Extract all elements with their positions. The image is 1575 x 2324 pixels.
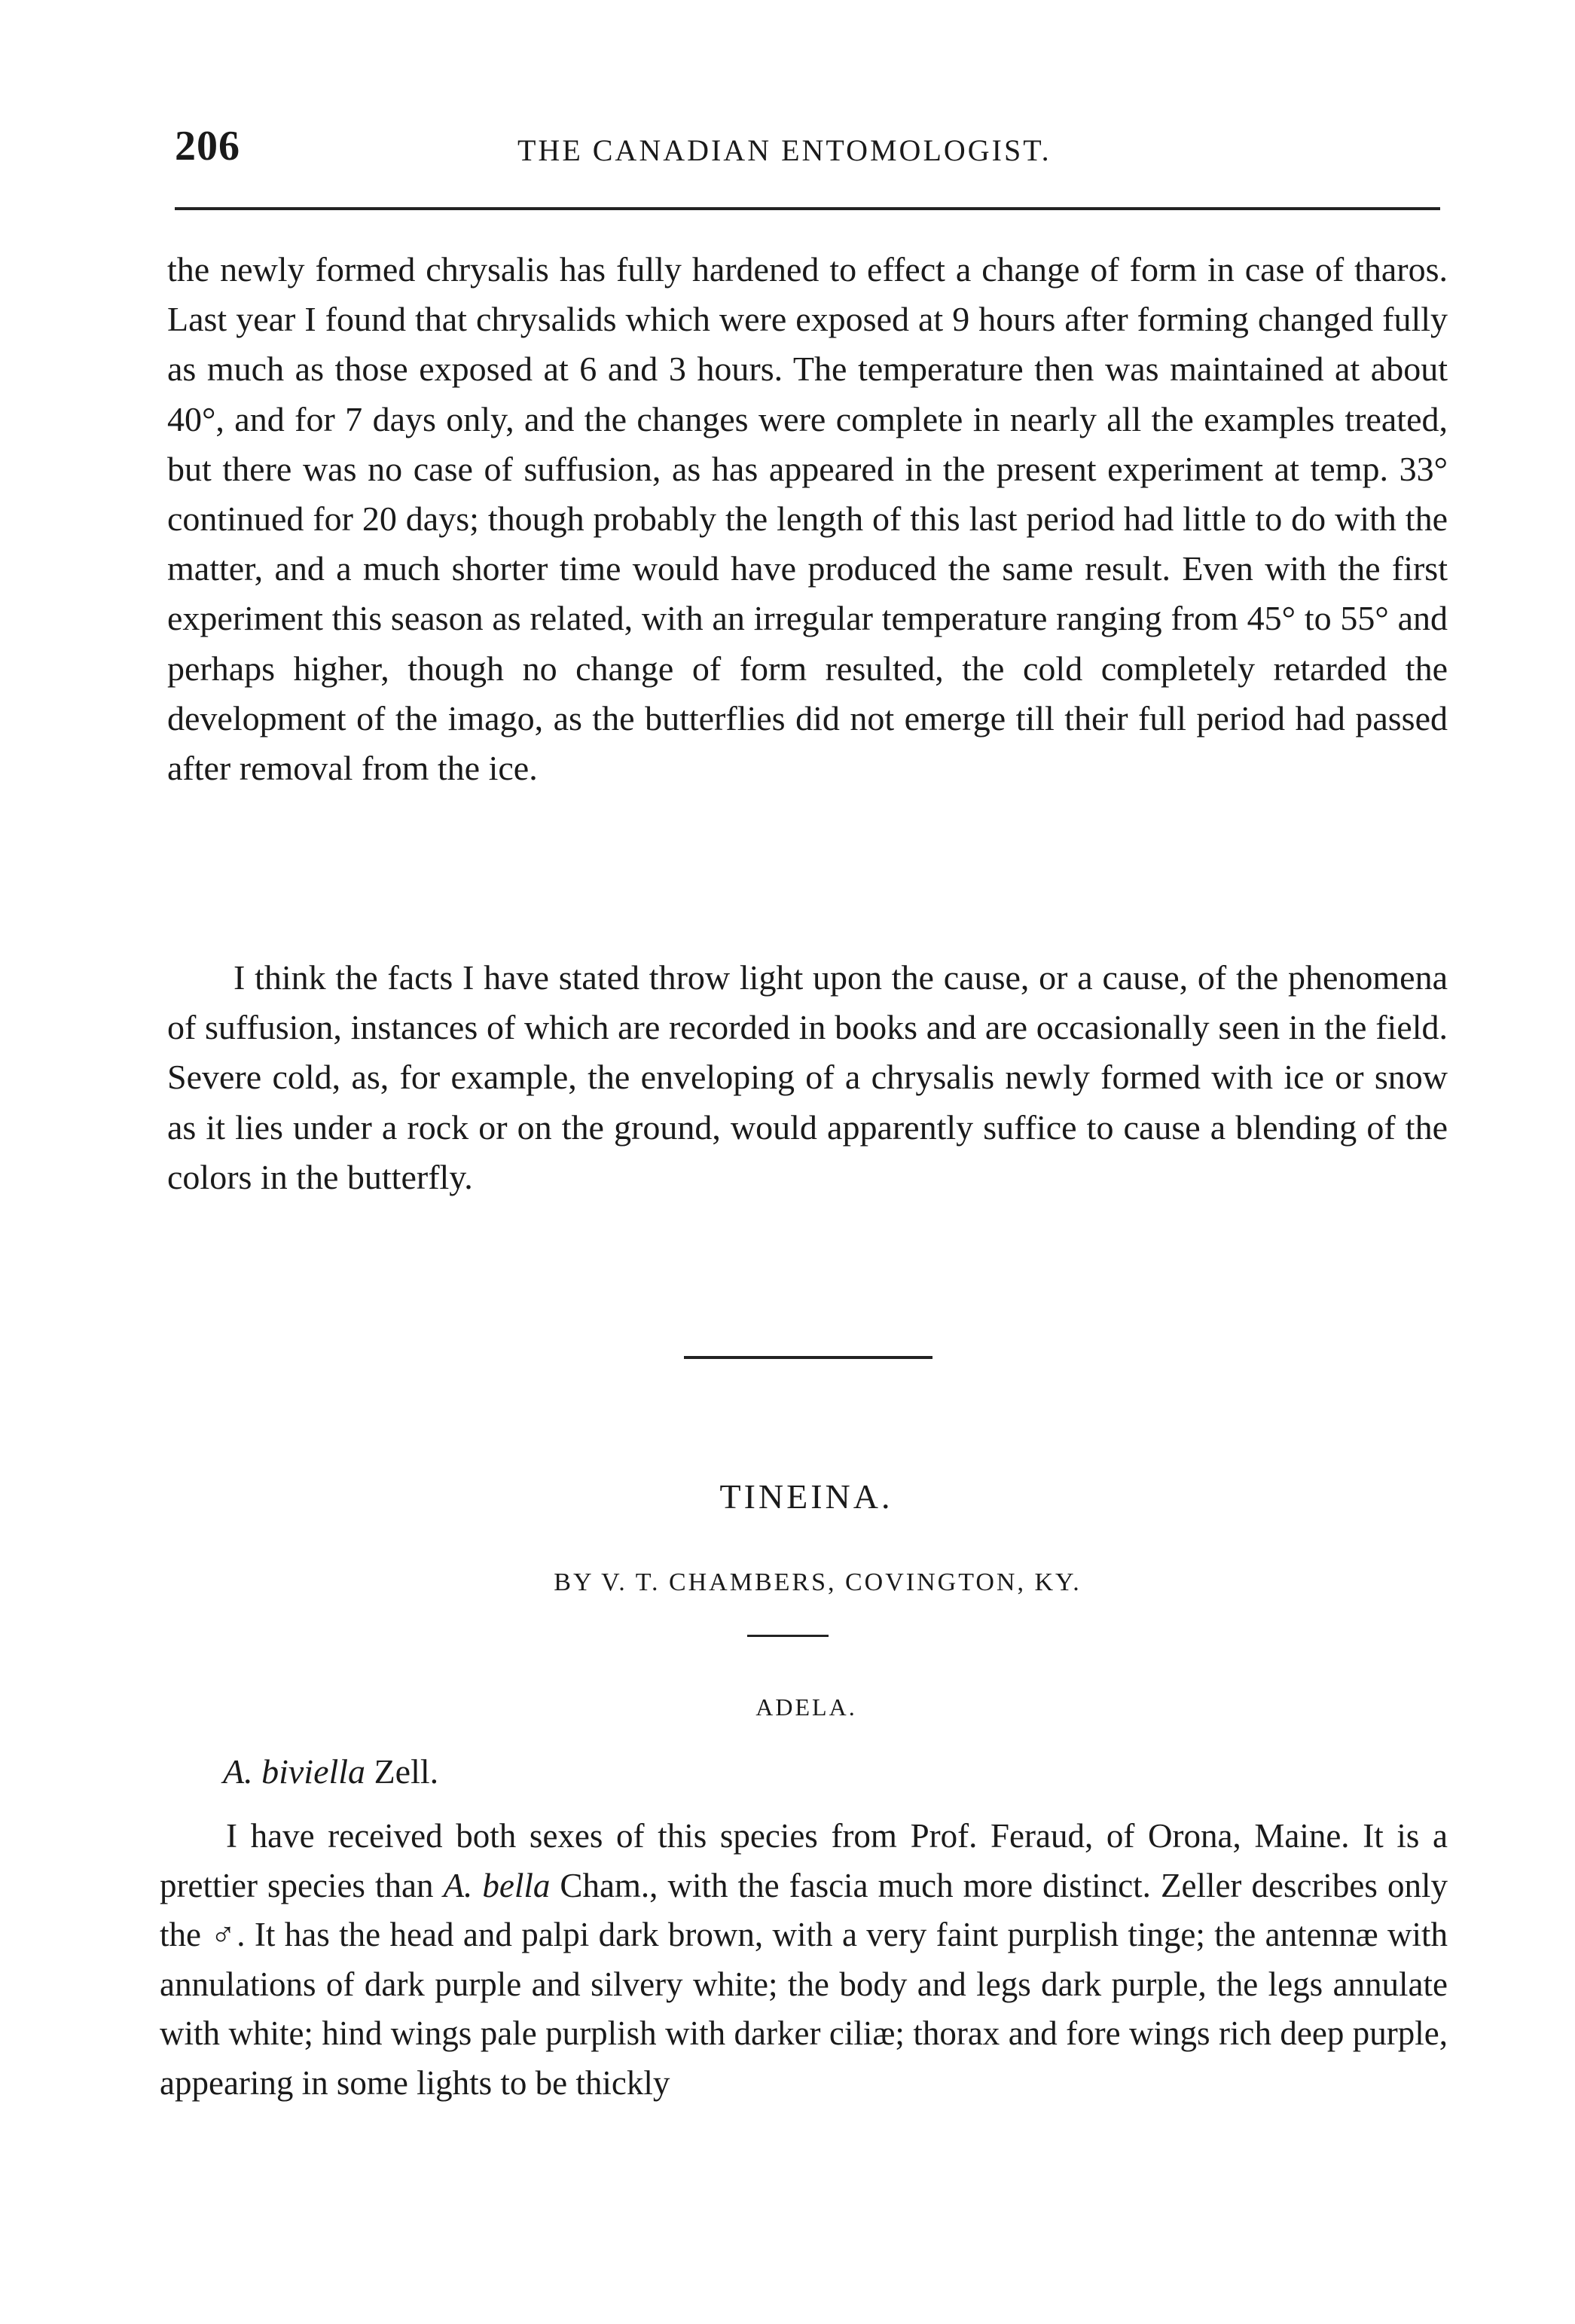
journal-title: THE CANADIAN ENTOMOLOGIST. bbox=[517, 133, 1052, 167]
article-byline: BY V. T. CHAMBERS, COVINGTON, KY. bbox=[554, 1568, 1082, 1596]
paragraph-3 bbox=[160, 1812, 1448, 2108]
header-rule bbox=[175, 207, 1440, 210]
paragraph-3-text-a: I have received both sexes of this species from Prof. Feraud, of Orona, Maine. It is a prettier species than bbox=[160, 1817, 1448, 1904]
article-title: TINEINA. bbox=[719, 1477, 893, 1516]
paragraph-2: I think the facts I have stated throw light upon the cause, or a cause, of the phenomena of suffusion, instances of which are recorded in books and are occasionally seen in the field. Severe cold, as, for example, the enveloping of a chrysalis newly formed with ice or snow as it lies under a rock or on the ground, would apparently suffice to cause a blending of the colors in the butterfly. bbox=[167, 958, 1448, 1196]
species-heading bbox=[223, 1751, 438, 1791]
page-number: 206 bbox=[175, 123, 240, 169]
paragraph-1: the newly formed chrysalis has fully hardened to effect a change of form in case of tharos. Last year I found that chrysalids which were exposed at 9 hours after forming changed fully as much as those exposed at 6 and 3 hours. The temperature then was maintained at about 40°, and for 7 days only, and the changes were complete in nearly all the examples treated, but there was no case of suffusion, as has appeared in the present experiment at temp. 33° continued for 20 days; though probably the length of this last period had little to do with the matter, and a much shorter time would have produced the same result. Even with the first experiment this season as related, with an irregular temperature ranging from 45° to 55° and perhaps higher, though no change of form resulted, the cold completely retarded the development of the imago, as the butterflies did not emerge till their full period had passed after removal from the ice. bbox=[167, 250, 1448, 788]
species-name: A. biviella bbox=[223, 1752, 366, 1791]
species-author: Zell. bbox=[374, 1752, 439, 1791]
paragraph-3-text-b: Cham., with the fascia much more distinct. Zeller describes only the ♂. It has the head and palpi dark brown, with a very faint purplish tinge; the antennæ with annulations of dark purple and silvery white; the body and legs dark purple, the legs annulate with white; hind wings pale purplish with darker ciliæ; thorax and fore wings rich deep purple, appearing in some lights to be thickly bbox=[160, 1866, 1448, 2102]
running-head bbox=[175, 122, 1440, 175]
section-separator-rule bbox=[684, 1356, 932, 1359]
paragraph-3-species-ref: A. bella bbox=[443, 1866, 551, 1904]
byline-rule bbox=[747, 1635, 829, 1637]
genus-heading: ADELA. bbox=[755, 1693, 857, 1721]
